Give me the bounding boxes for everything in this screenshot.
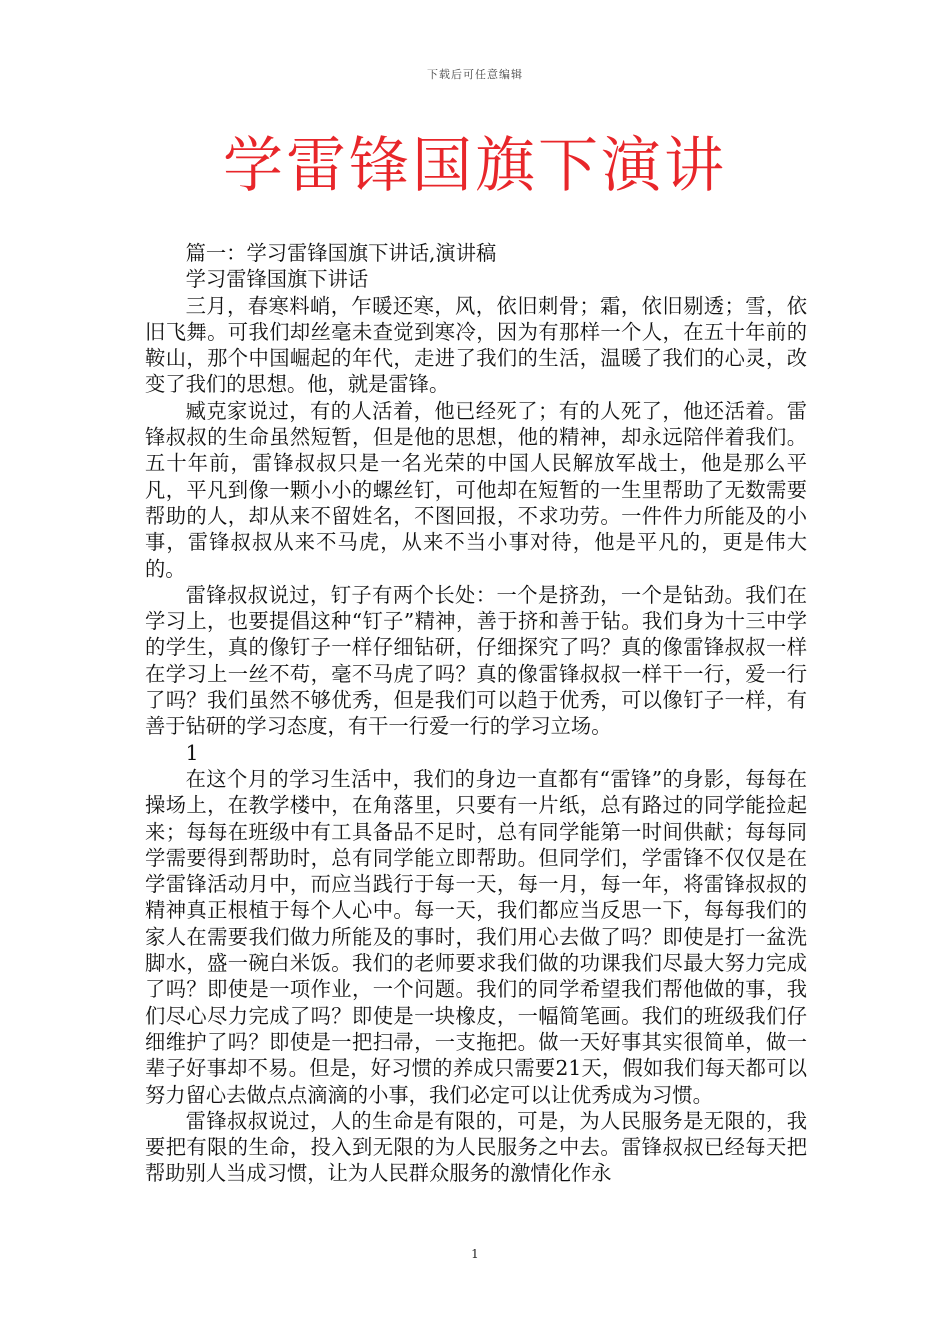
inline-page-marker: 1 <box>185 740 199 765</box>
page-title: 学雷锋国旗下演讲 <box>223 131 727 201</box>
paragraph: 雷锋叔叔说过，钉子有两个长处：一个是挤劲，一个是钻劲。我们在学习上，也要提倡这种“钉子”精神，善于挤和善于钻。我们身为十三中学的学生，真的像钉子一样仔细钻研，仔细探究了吗？真的像雷锋叔叔一样在学习上一丝不苟，毫不马虎了吗？真的像雷锋叔叔一样干一行，爱一行了吗？我们虽然不够优秀，但是我们可以趋于优秀，可以像钉子一样，有善于钻研的学习态度，有干一行爱一行的学习立场。 <box>145 582 807 739</box>
paragraph: 篇一：学习雷锋国旗下讲话,演讲稿 <box>185 241 497 265</box>
page-number: 1 <box>471 1247 479 1261</box>
paragraph: 臧克家说过，有的人活着，他已经死了；有的人死了，他还活着。雷锋叔叔的生命虽然短暂，但是他的思想，他的精神，却永远陪伴着我们。五十年前，雷锋叔叔只是一名光荣的中国人民解放军战士，他是那么平凡，平凡到像一颗小小的螺丝钉，可他却在短暂的一生里帮助了无数需要帮助的人，却从来不留姓名，不图回报，不求功劳。一件件力所能及的小事，雷锋叔叔从来不马虎，从来不当小事对待，他是平凡的，更是伟大的。 <box>145 398 807 581</box>
paragraph: 在这个月的学习生活中，我们的身边一直都有“雷锋”的身影，每每在操场上，在教学楼中，在角落里，只要有一片纸，总有路过的同学能捡起来；每每在班级中有工具备品不足时，总有同学能第一时间供献；每每同学需要得到帮助时，总有同学能立即帮助。但同学们，学雷锋不仅仅是在学雷锋活动月中，而应当践行于每一天，每一月，每一年，将雷锋叔叔的精神真正根植于每个人心中。每一天，我们都应当反思一下，每每我们的家人在需要我们做力所能及的事时，我们用心去做了吗？即使是打一盆洗脚水，盛一碗白米饭。我们的老师要求我们做的功课我们尽最大努力完成了吗？即使是一项作业，一个问题。我们的同学希望我们帮他做的事，我们尽心尽力完成了吗？即使是一块橡皮，一幅简笔画。我们的班级我们仔细维护了吗？即使是一把扫帚，一支拖把。做一天好事其实很简单，做一辈子好事却不易。但是，好习惯的养成只需要21天，假如我们每天都可以努力留心去做点点滴滴的小事，我们必定可以让优秀成为习惯。 <box>145 766 807 1107</box>
document-body <box>145 240 807 1187</box>
paragraph: 三月，春寒料峭，乍暖还寒，风，依旧刺骨；霜，依旧剔透；雪，依旧飞舞。可我们却丝毫未查觉到寒冷，因为有那样一个人，在五十年前的鞍山，那个中国崛起的年代，走进了我们的生活，温暖了我们的心灵，改变了我们的思想。他，就是雷锋。 <box>145 293 807 397</box>
paragraph: 学习雷锋国旗下讲话 <box>185 267 369 292</box>
paragraph: 雷锋叔叔说过，人的生命是有限的，可是，为人民服务是无限的，我要把有限的生命，投入到无限的为人民服务之中去。雷锋叔叔已经每天把帮助别人当成习惯，让为人民群众服务的激情化作永 <box>145 1108 807 1186</box>
header-note: 下载后可任意编辑 <box>427 68 523 81</box>
